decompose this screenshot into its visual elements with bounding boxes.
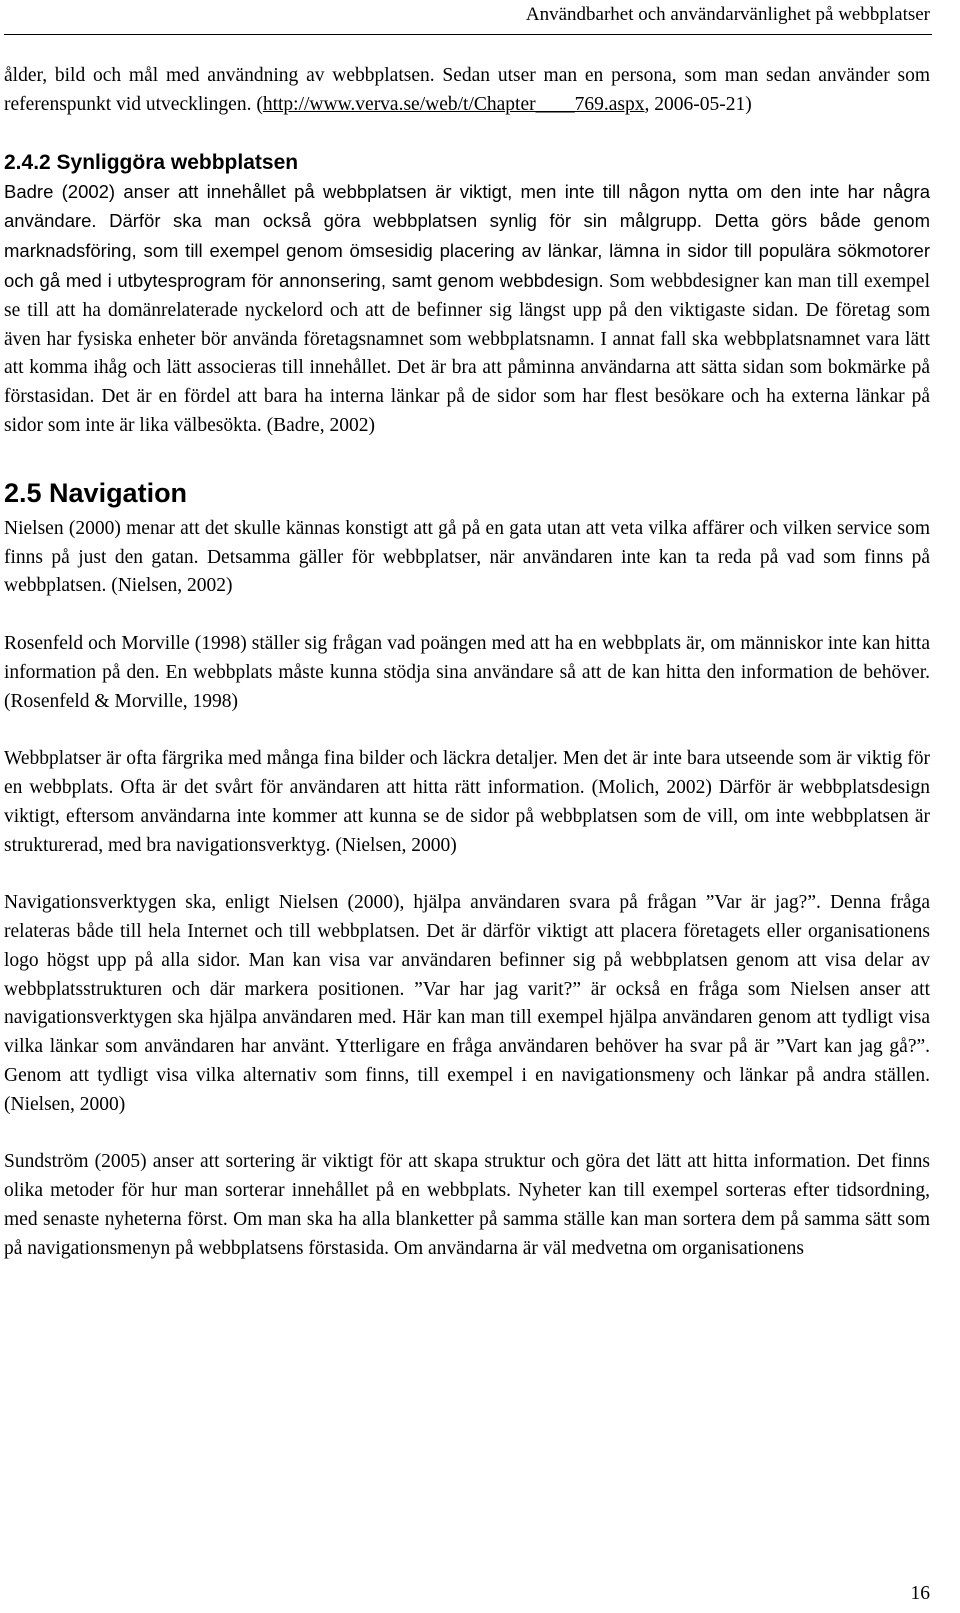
paragraph-gap [4, 1120, 930, 1149]
paragraph-gap [4, 601, 930, 630]
paragraph-gap [4, 716, 930, 745]
paragraph: Webbplatser är ofta färgrika med många fina bilder och läckra detaljer. Men det är inte bara utseende som är viktig för en webbplats. Ofta är det svårt för användaren att hitta rätt information. (Molich, 2002) Därför är webbplatsdesign viktigt, eftersom användarna inte kommer att kunna se de sidor på webbplatsen som de vill, om inte webbplatsen är strukturerad, med bra navigationsverktyg. (Nielsen, 2000) [4, 748, 930, 856]
intro-text: ålder, bild och mål med användning av webbplatsen. Sedan utser man en persona, som man sedan använder som referenspunkt vid utvecklingen. ( [4, 65, 930, 115]
page-number: 16 [910, 1583, 930, 1604]
paragraph-gap [4, 860, 930, 889]
intro-date: , 2006-05-21) [644, 93, 752, 115]
paragraph: Nielsen (2000) menar att det skulle kännas konstigt att gå på en gata utan att veta vilka affärer och vilken service som finns på just den gatan. Detsamma gäller för webbplatser, när användaren inte kan ta reda på vad som finns på webbplatsen. (Nielsen, 2002) [4, 517, 930, 597]
paragraph: Rosenfeld och Morville (1998) ställer sig frågan vad poängen med att ha en webbplats är, om människor inte kan hitta information på den. En webbplats måste kunna stödja sina användare så att de kan hitta den information de behöver. (Rosenfeld & Morville, 1998) [4, 632, 930, 712]
running-header: Användbarhet och användarvänlighet på webbplatser [525, 4, 930, 25]
section-heading-2-5: 2.5 Navigation [4, 477, 188, 508]
paragraph: Sundström (2005) anser att sortering är viktigt för att skapa struktur och göra det lätt att hitta information. Det finns olika metoder för hur man sorterar innehållet på en webbplats. Nyheter kan till exempel sorteras efter tidsordning, med senaste nyheterna först. Om man ska ha alla blanketter på samma ställe kan man sortera dem på samma sätt som på navigationsmenyn på webbplatsens förstasida. Om användarna är väl medvetna om organisationens [4, 1151, 930, 1259]
paragraph: Navigationsverktygen ska, enligt Nielsen (2000), hjälpa användaren svara på frågan ”Var är jag?”. Denna fråga relateras både till hela Internet och till webbplatsen. Det är därför viktigt att placera företagets eller organisationens logo högst upp på alla sidor. Man kan visa var användaren befinner sig på webbplatsen genom att visa delar av webbplatsstrukturen och där markera positionen. ”Var har jag varit?” är också en fråga som Nielsen anser att navigationsverktygen ska hjälpa användaren med. Här kan man till exempel hjälpa användaren genom att tydligt visa vilka länkar som användaren har använt. Ytterligare en fråga användaren behöver ha svar på är ”Vart kan jag gå?”. Genom att tydligt visa vilka alternativ som finns, till exempel i en navigationsmeny och länkar på andra ställen. (Nielsen, 2000) [4, 892, 930, 1115]
section-heading-2-4-2: 2.4.2 Synliggöra webbplatsen [4, 150, 299, 174]
header-rule [4, 34, 932, 35]
paragraph-text: Badre (2002) anser att innehållet på webbplatsen är viktigt, men inte till någon nytta om den inte har några användare. Därför ska man också göra webbplatsen synlig för sin målgrupp. Detta görs både genom marknadsföring, som till exempel genom ömsesidig placering av länkar, lämna in sidor till populära sökmotorer och gå med i utbytesprogram för annonsering, samt genom webbdesign. [4, 180, 930, 291]
body-text [4, 62, 930, 1263]
verva-link[interactable]: http://www.verva.se/web/t/Chapter____769.aspx [262, 93, 645, 115]
paragraph-text: Som webbdesigner kan man till exempel se till att ha domänrelaterade nyckelord och att de befinner sig längst upp på den viktigaste sidan. De företag som även har fysiska enheter bör använda företagsnamnet som webbplatsnamn. I annat fall ska webbplatsnamnet vara lätt att komma ihåg och lätt associeras till innehållet. Det är bra att påminna användarna att sätta sidan som bokmärke på förstasidan. Det är en fördel att bara ha interna länkar på de sidor som har flest besökare och ha externa länkar på sidor som inte är lika välbesökta. (Badre, 2002) [4, 270, 930, 436]
section-2-4-2-paragraph [4, 178, 930, 441]
intro-paragraph [4, 62, 930, 120]
